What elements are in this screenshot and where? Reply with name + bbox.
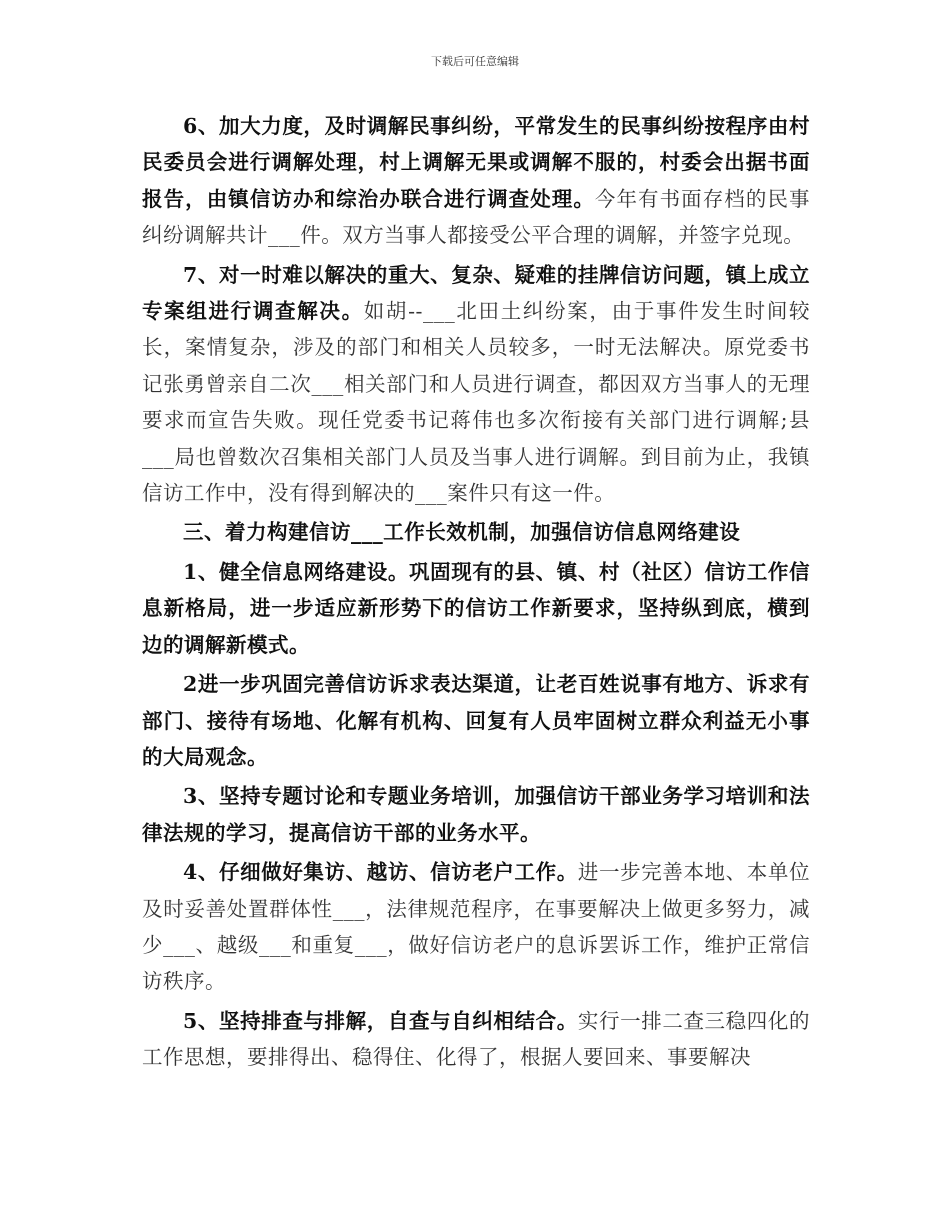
paragraph-normal-text: 实行一排二查三稳四化的工作思想，要排得出、稳得住、化得了，根据人要回来、事要解决 <box>142 1008 811 1070</box>
paragraph-item-6 <box>142 108 810 254</box>
paragraph-normal-text: 如胡--___北田土纠纷案，由于事件发生时间较长，案情复杂，涉及的部门和相关人员较多，一时无法解决。原党委书记张勇曾亲自二次___相关部门和人员进行调查，都因双方当事人的无理要求而宣告失败。现任党委书记蒋伟也多次衔接有关部门进行调解;县___局也曾数次召集相关部门人员及当事人进行调解。到目前为止，我镇信访工作中，没有得到解决的___案件只有这一件。 <box>142 299 810 506</box>
paragraph-bold-text: 3、坚持专题讨论和专题业务培训，加强信访干部业务学习培训和法律法规的学习，提高信访干部的业务水平。 <box>142 784 810 845</box>
paragraph-bold-text: 4、仔细做好集访、越访、信访老户工作。 <box>183 860 578 885</box>
document-body <box>142 108 810 1079</box>
paragraph-item-7 <box>142 257 810 512</box>
page-header: 下载后可任意编辑 <box>431 55 519 68</box>
paragraph-bold-text: 7、对一时难以解决的重大、复杂、疑难的挂牌信访问题，镇上成立专案组进行调查解决。 <box>142 262 810 324</box>
section-heading-text: 三、着力构建信访___工作长效机制，加强信访信息网络建设 <box>183 520 741 545</box>
paragraph-normal-text: 今年有书面存档的民事纠纷调解共计___件。双方当事人都接受公平合理的调解，并签字兑现。 <box>142 186 811 248</box>
paragraph-normal-text: 进一步完善本地、本单位及时妥善处置群体性___，法律规范程序，在事要解决上做更多努力，减少___、越级___和重复___，做好信访老户的息诉罢诉工作，维护正常信访秩序。 <box>142 860 811 994</box>
paragraph-bold-text: 1、健全信息网络建设。巩固现有的县、镇、村（社区）信访工作信息新格局，进一步适应新形势下的信访工作新要求，坚持纵到底，横到边的调解新模式。 <box>142 559 810 657</box>
paragraph-bold-text: 2进一步巩固完善信访诉求表达渠道，让老百姓说事有地方、诉求有部门、接待有场地、化解有机构、回复有人员牢固树立群众利益无小事的大局观念。 <box>142 672 810 769</box>
paragraph-bold-text: 6、加大力度，及时调解民事纠纷，平常发生的民事纠纷按程序由村民委员会进行调解处理，村上调解无果或调解不服的，村委会出据书面报告，由镇信访办和综治办联合进行调查处理。 <box>142 114 810 211</box>
paragraph-item-1 <box>142 554 810 663</box>
paragraph-bold-text: 5、坚持排查与排解，自查与自纠相结合。 <box>183 1008 578 1033</box>
paragraph-item-4 <box>142 854 810 1000</box>
paragraph-item-5 <box>142 1003 810 1076</box>
paragraph-item-3 <box>142 778 810 851</box>
section-heading-3 <box>142 514 810 550</box>
paragraph-item-2 <box>142 666 810 775</box>
